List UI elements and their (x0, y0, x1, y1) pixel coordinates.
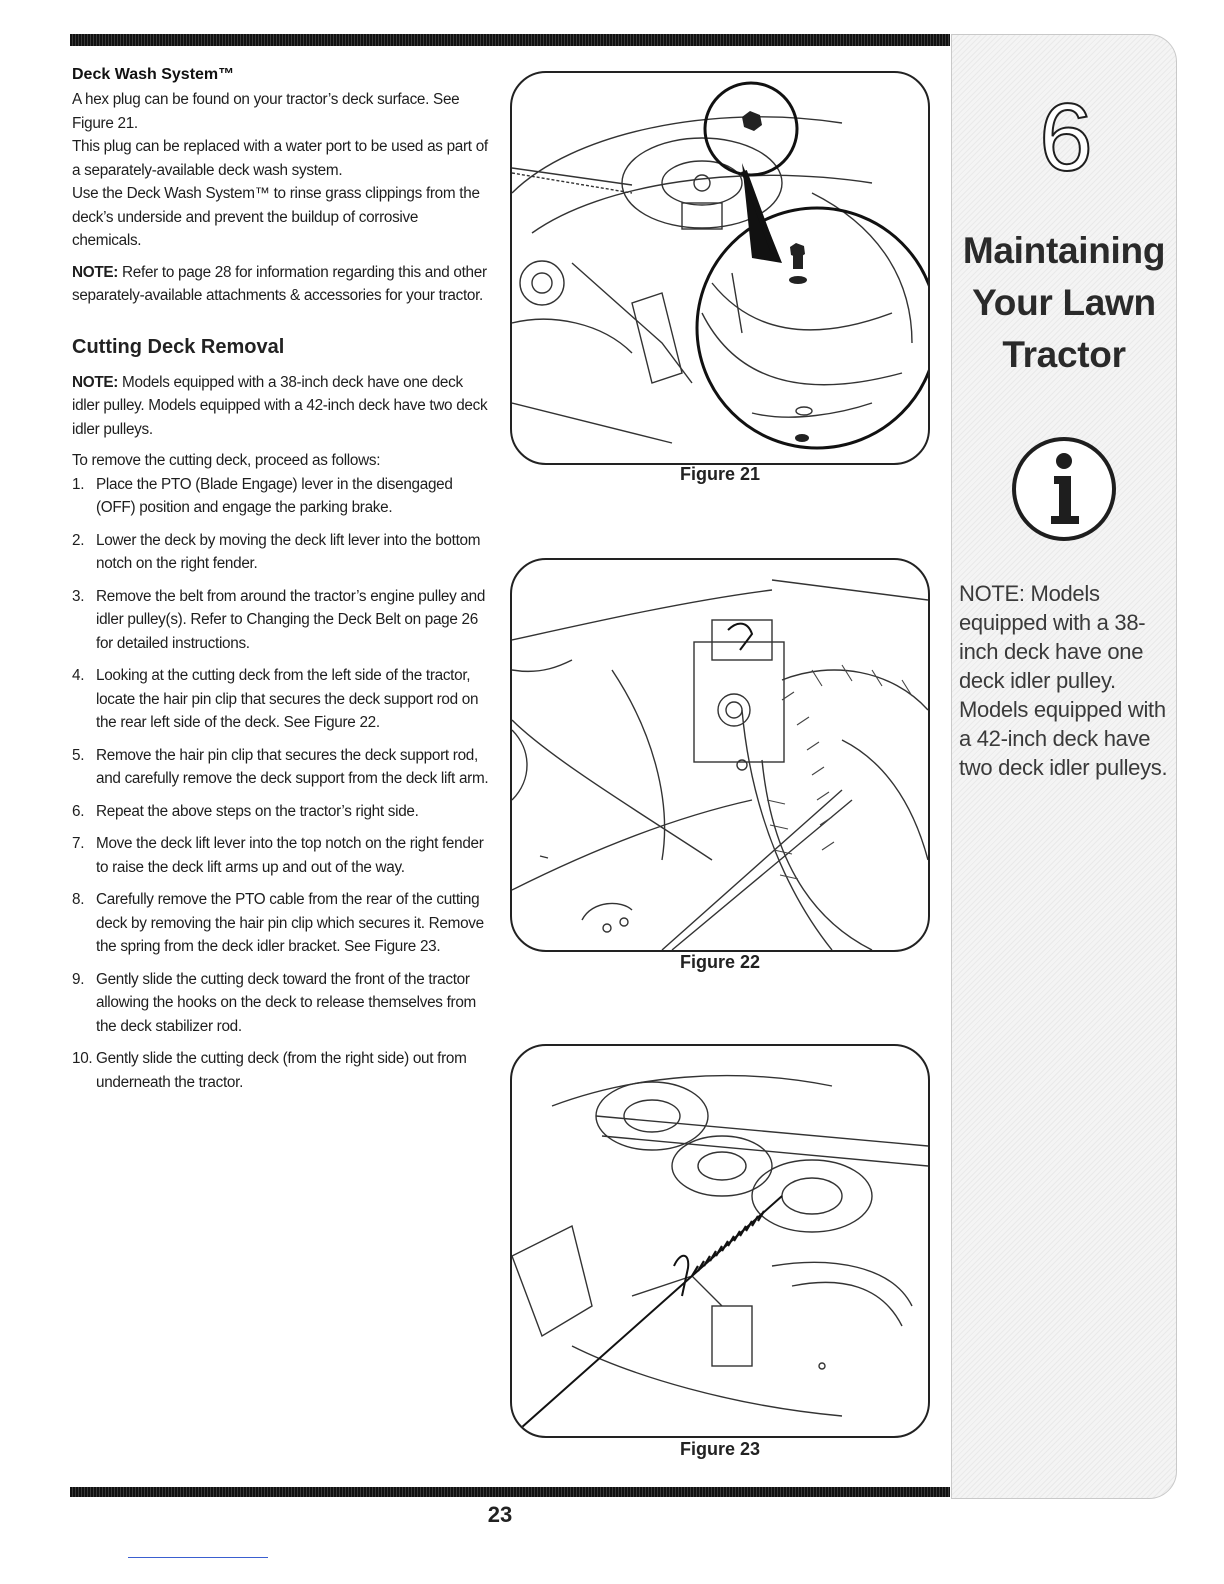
figure-22-image (510, 558, 930, 952)
step-number: 7. (72, 835, 85, 852)
deck-removal-heading: Cutting Deck Removal (72, 335, 285, 358)
step-number: 1. (72, 475, 85, 493)
step-number: 2. (72, 531, 85, 549)
step-number: 5. (72, 746, 85, 764)
figure-23-image (510, 1044, 930, 1438)
step-number: 9. (72, 970, 85, 988)
step-text: Gently slide the cutting deck (from the right side) out from underneath the tractor. (96, 1050, 467, 1091)
step-text: Remove the belt from around the tractor’s engine pulley and idler pulley(s). Refer to Changing the Deck Belt on page 26 for detailed instructions. (96, 587, 486, 652)
figure-21-caption: Figure 21 (679, 464, 761, 484)
step-item (72, 832, 490, 879)
deck-wash-paragraph: Use the Deck Wash System™ to rinse grass clippings from the deck’s underside and prevent the buildup of corrosive chemicals. (72, 185, 480, 249)
chapter-sidebar (951, 34, 1177, 1499)
top-rule (70, 34, 950, 46)
step-number: 6. (72, 802, 85, 820)
page-number: 23 (487, 1502, 513, 1527)
step-item (72, 968, 490, 1039)
figure-23-caption: Figure 23 (679, 1439, 761, 1459)
step-item (72, 744, 490, 791)
step-text: Repeat the above steps on the tractor’s right side. (96, 802, 419, 820)
step-item (72, 585, 490, 656)
step-item (72, 800, 490, 824)
step-text: Move the deck lift lever into the top notch on the right fender to raise the deck lift arms up and out of the way. (96, 835, 484, 876)
footer-link-line (128, 1557, 268, 1558)
deck-removal-intro: To remove the cutting deck, proceed as follows: (72, 452, 381, 469)
step-text: Remove the hair pin clip that secures the deck support rod, and carefully remove the deck support from the deck lift arm. (96, 746, 489, 787)
step-text: Place the PTO (Blade Engage) lever in the disengaged (OFF) position and engage the parking brake. (96, 475, 453, 516)
deck-removal-note (72, 371, 490, 442)
note-label: NOTE: (72, 263, 119, 281)
pto-cable-spring-illustration (512, 1046, 928, 1436)
main-text-column (72, 66, 490, 1103)
figure-22-caption: Figure 22 (679, 952, 761, 972)
chapter-title-line: Maintaining (962, 230, 1166, 271)
step-number: 4. (72, 667, 85, 684)
figure-21-image (510, 71, 930, 465)
step-item (72, 473, 490, 520)
deck-support-rod-illustration (512, 560, 928, 950)
sidebar-note: NOTE: Models equipped with a 38-inch deck have one deck idler pulley. Models equipped with a 42-inch deck have two deck idler pulleys. (959, 581, 1168, 780)
chapter-title-line: Your Lawn (972, 282, 1156, 323)
note-text: Models equipped with a 38-inch deck have one deck idler pulley. Models equipped with a 42-inch deck have two deck idler pulleys. (72, 373, 488, 438)
step-text: Lower the deck by moving the deck lift lever into the bottom notch on the right fender. (96, 531, 481, 572)
deck-hex-plug-illustration (512, 73, 928, 463)
note-label: NOTE: (72, 373, 119, 391)
step-item (72, 529, 490, 576)
note-text: Refer to page 28 for information regarding this and other separately-available attachments & accessories for your tractor. (72, 263, 487, 304)
info-icon (1009, 434, 1119, 544)
bottom-rule (70, 1487, 950, 1497)
deck-wash-paragraph: A hex plug can be found on your tractor’s deck surface. See Figure 21. (72, 91, 460, 132)
step-text: Gently slide the cutting deck toward the front of the tractor allowing the hooks on the deck to release themselves from the deck stabilizer rod. (96, 970, 476, 1035)
step-number: 10. (72, 1050, 93, 1067)
step-item (72, 1047, 490, 1094)
step-item (72, 664, 490, 735)
chapter-title-line: Tractor (1002, 334, 1126, 375)
deck-wash-paragraph: This plug can be replaced with a water port to be used as part of a separately-available deck wash system. (72, 138, 488, 179)
step-item (72, 888, 490, 959)
deck-wash-note (72, 261, 490, 308)
step-text: Carefully remove the PTO cable from the rear of the cutting deck by removing the hair pin clip which secures it. Remove the spring from the deck idler bracket. See Figure 23. (96, 891, 484, 955)
step-text: Looking at the cutting deck from the left side of the tractor, locate the hair pin clip that secures the deck support rod on the rear left side of the deck. See Figure 22. (96, 667, 479, 731)
step-number: 8. (72, 891, 85, 908)
chapter-number: 6 (1039, 84, 1093, 191)
removal-steps-list (72, 473, 490, 1095)
chapter-title (952, 225, 1176, 381)
deck-wash-heading: Deck Wash System™ (72, 66, 235, 83)
step-number: 3. (72, 587, 85, 605)
